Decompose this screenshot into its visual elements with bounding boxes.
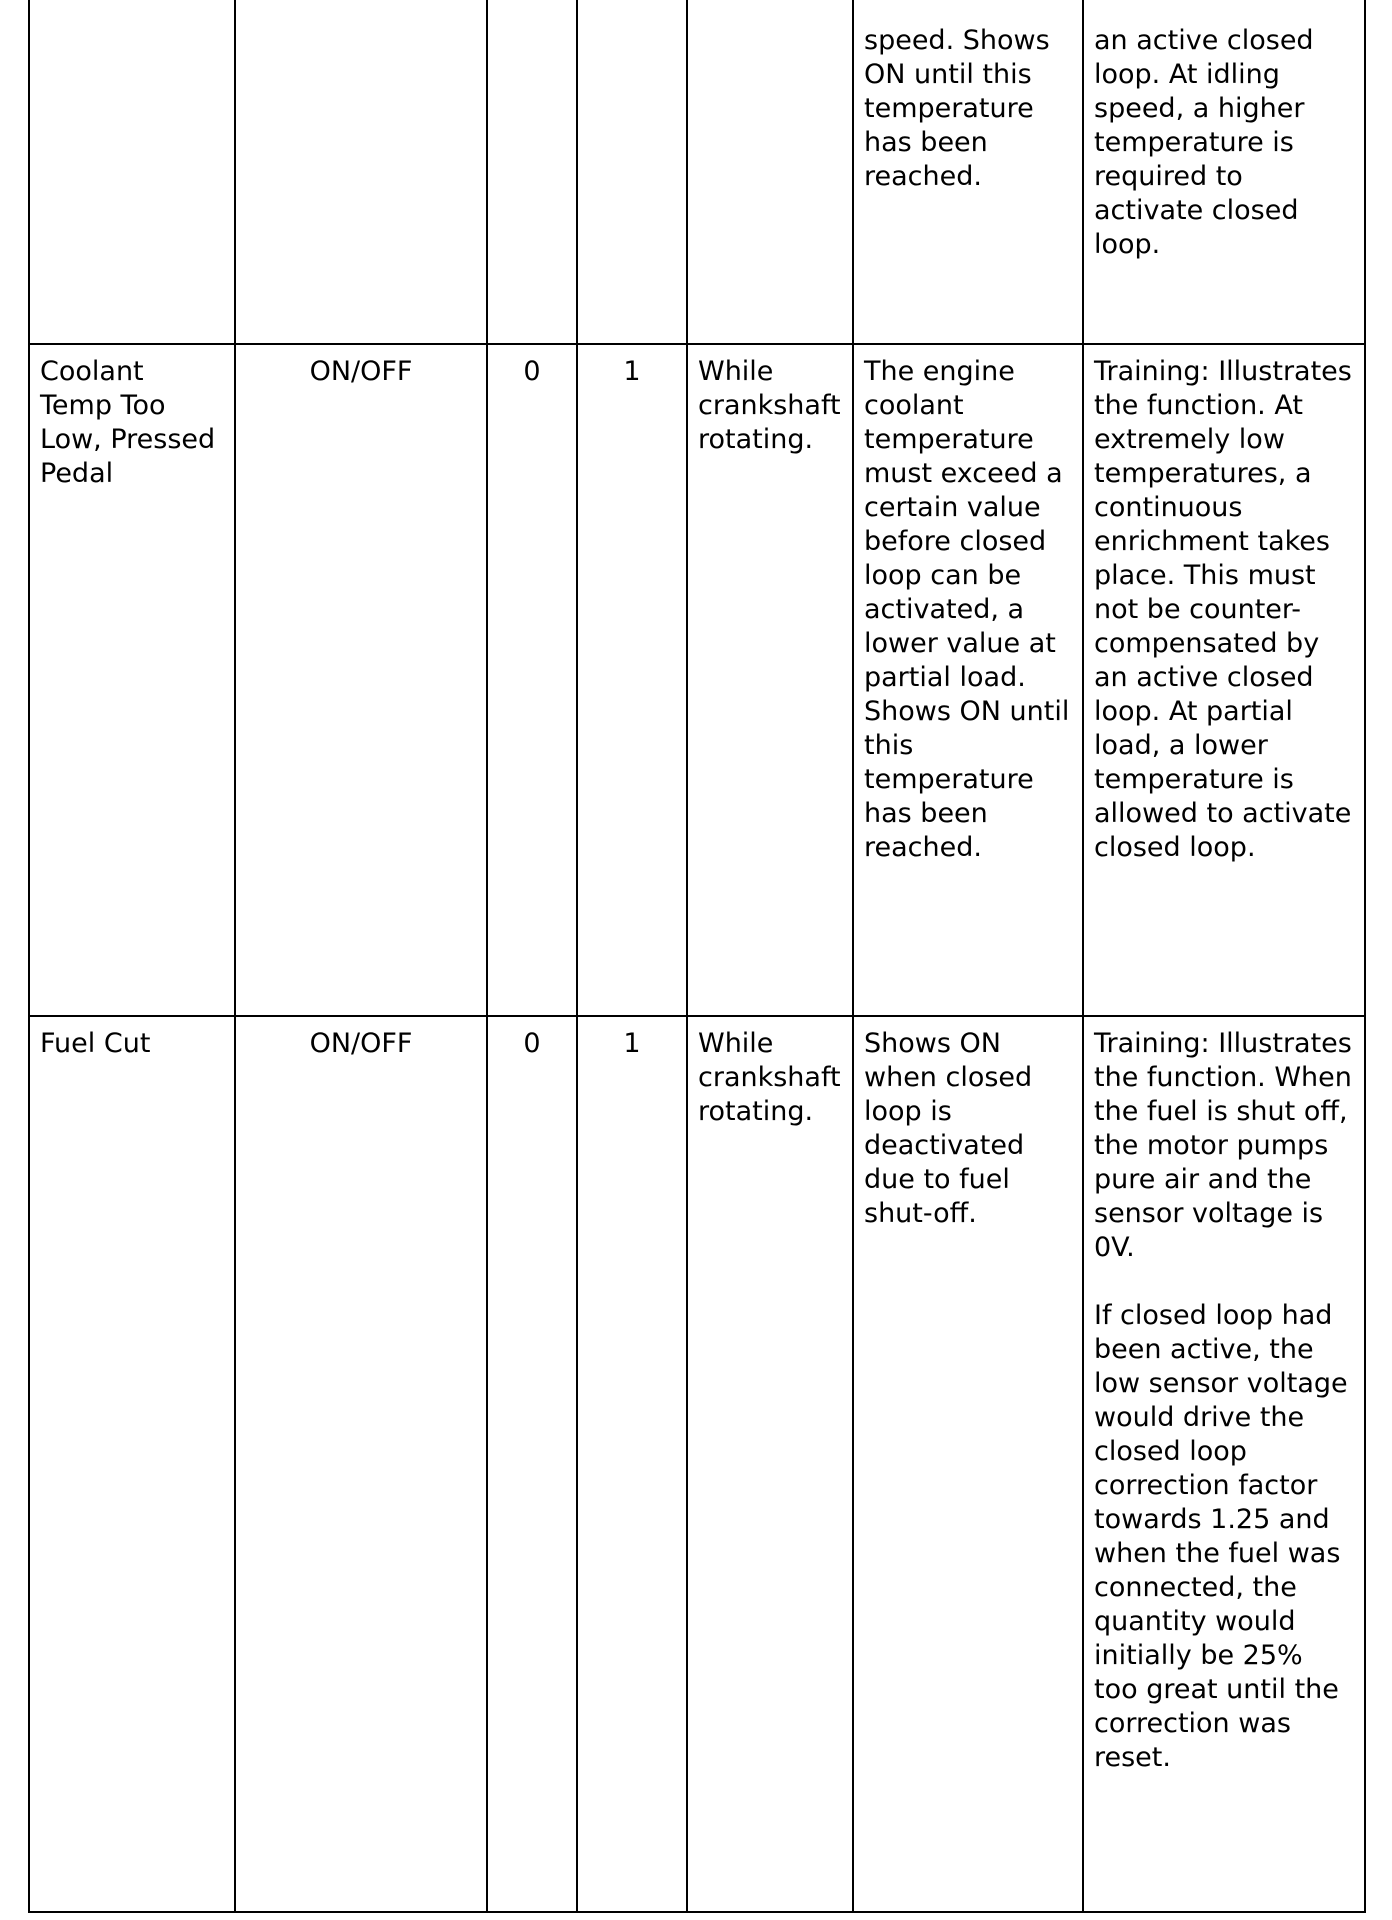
parameter-description-cell: The engine coolant temperature must exceed a certain value before closed loop can be activated, a lower value at partial load. Shows ON until this temperature has been reached.: [853, 344, 1083, 1016]
parameter-condition-cell: While crankshaft rotating.: [687, 344, 853, 1016]
parameter-min-cell: 0: [487, 344, 577, 1016]
parameter-name-cell: [29, 0, 235, 344]
parameter-name-cell: Coolant Temp Too Low, Pressed Pedal: [29, 344, 235, 1016]
parameter-max-cell: 1: [577, 344, 687, 1016]
parameter-table: [28, 0, 1366, 1913]
parameter-notes-cell: Training: Illustrates the function. When the fuel is shut off, the motor pumps pure air and the sensor voltage is 0V. If closed loop had been active, the low sensor voltage would drive the closed loop correction factor towards 1.25 and when the fuel was connected, the quantity would initially be 25% too great until the correction was reset.: [1083, 1016, 1365, 1912]
table-row: [29, 344, 1365, 1016]
parameter-min-cell: [487, 0, 577, 344]
parameter-type-cell: ON/OFF: [235, 344, 487, 1016]
parameter-max-cell: 1: [577, 1016, 687, 1912]
parameter-type-cell: ON/OFF: [235, 1016, 487, 1912]
parameter-max-cell: [577, 0, 687, 344]
parameter-notes-cell: an active closed loop. At idling speed, a higher temperature is required to activate closed loop.: [1083, 0, 1365, 344]
parameter-notes-cell: Training: Illustrates the function. At extremely low temperatures, a continuous enrichment takes place. This must not be counter-compensated by an active closed loop. At partial load, a lower temperature is allowed to activate closed loop.: [1083, 344, 1365, 1016]
parameter-min-cell: 0: [487, 1016, 577, 1912]
parameter-description-cell: Shows ON when closed loop is deactivated due to fuel shut-off.: [853, 1016, 1083, 1912]
parameter-description-cell: speed. Shows ON until this temperature has been reached.: [853, 0, 1083, 344]
parameter-name-cell: Fuel Cut: [29, 1016, 235, 1912]
parameter-condition-cell: While crankshaft rotating.: [687, 1016, 853, 1912]
table-row: [29, 1016, 1365, 1912]
parameter-condition-cell: [687, 0, 853, 344]
parameter-type-cell: [235, 0, 487, 344]
table-row: [29, 0, 1365, 344]
